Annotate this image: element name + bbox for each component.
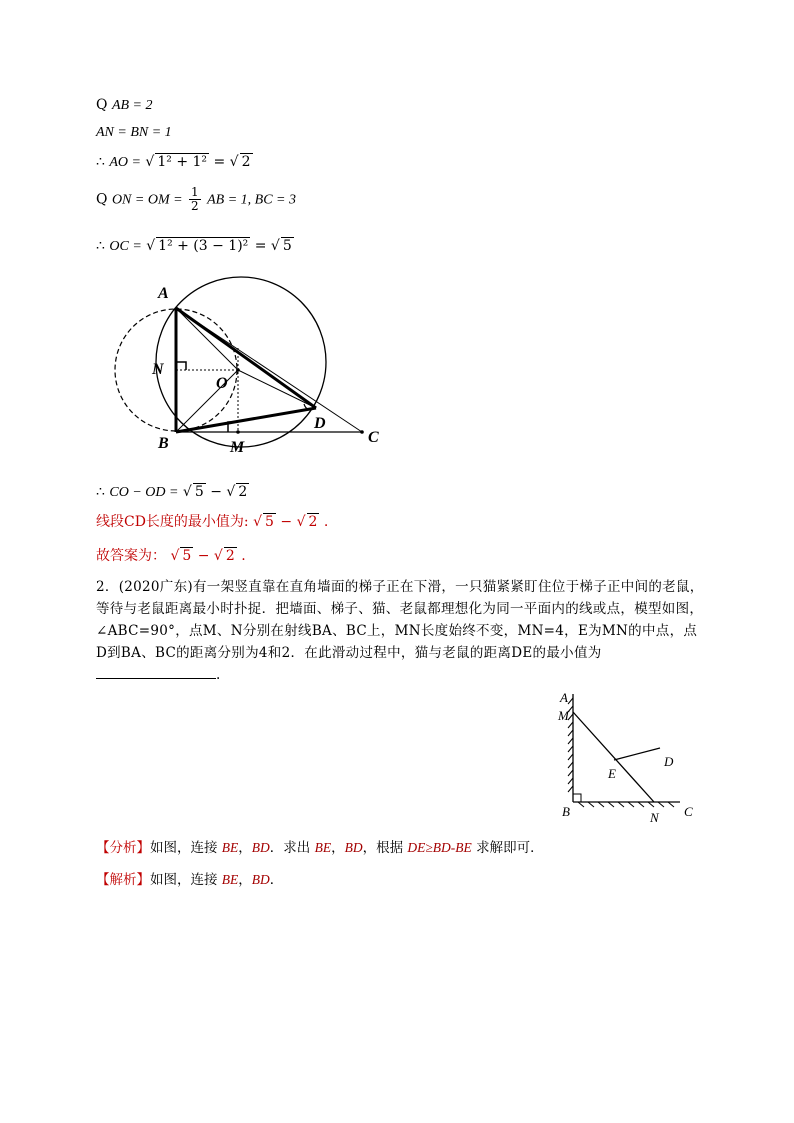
analysis-tag: 【分析】 [96,840,150,856]
radicand: 2 [308,514,318,530]
seg-be: BE [221,840,239,855]
equals: = [213,154,226,170]
step-an-bn [96,122,172,143]
period: . [323,514,329,530]
period: . [216,667,221,683]
separator: ， [238,872,252,888]
label-e: E [608,766,616,781]
therefore-symbol: ∴ [96,484,105,500]
period: ． [269,872,284,888]
floor-hatching [578,802,674,807]
label-o: O [216,375,228,392]
seg-bd: BD [251,840,270,855]
segment-ad [176,308,316,408]
period: . [241,548,246,564]
lhs: OC = [109,239,142,254]
right-angle-b [573,794,581,802]
separator: ， [331,840,345,856]
minus: − [280,514,293,530]
label-b: B [562,804,570,819]
label-n: N [152,361,164,378]
radicand: 2 [238,484,248,500]
solution-line [96,870,283,890]
numerator: 1 [191,185,199,199]
label-d: D [314,415,326,432]
radicand: 1² + 1² [157,154,208,170]
ladder-figure [550,688,710,828]
seg-be: BE [221,872,239,887]
analysis-text: 如图，连接 [150,840,222,856]
conclusion-line: 线段CD长度的最小值为: √ 5 − √ 2 . [96,514,329,530]
lhs: AO = [109,155,141,170]
step-oc: ∴ OC = √ 1² + (3 − 1)² = √ 5 [96,238,292,254]
label-m: M [558,708,569,723]
seg-bd: BD [251,872,270,887]
conclusion-text: 线段CD长度的最小值为: [96,514,249,530]
segment-ed [614,748,660,760]
radicand: 2 [241,154,251,170]
problem-2 [96,576,706,686]
minus: − [210,484,222,500]
point-c [360,430,364,434]
ladder-mn [573,712,654,802]
fraction-half [189,186,201,213]
answer-line: 故答案为： √ 5 − √ 2 . [96,548,246,564]
label-b: B [158,435,169,452]
step-on-om [96,186,296,213]
analysis-line [96,838,544,858]
radicand: 2 [225,548,235,564]
answer-label: 故答案为： [96,548,166,564]
seg-bd: BD [344,840,363,855]
radicand: 5 [194,484,204,500]
segment-ac [176,308,362,432]
solution-text: 如图，连接 [150,872,222,888]
step-text: AB = 2 [111,98,153,113]
radicand: 1² + (3 − 1)² [158,238,249,254]
q-symbol: Q [96,191,108,208]
analysis-text: 求解即可． [471,840,544,856]
label-d: D [664,754,674,769]
step-co-od: ∴ CO − OD = √ 5 − √ 2 [96,484,248,500]
equals: = [254,238,267,254]
lhs: CO − OD = [109,485,179,500]
radicand: 5 [265,514,274,530]
seg-be: BE [314,840,332,855]
analysis-text: ，根据 [362,840,408,856]
label-c: C [368,429,379,446]
label-c: C [684,804,693,819]
segment-ao [176,308,238,370]
therefore-symbol: ∴ [96,154,105,170]
radicand: 5 [182,548,192,564]
analysis-text: ．求出 [269,840,315,856]
label-a: A [560,690,568,705]
label-a: A [158,285,169,302]
therefore-symbol: ∴ [96,238,105,254]
step-text: AN = BN = 1 [96,125,172,140]
geometry-figure-1 [100,270,400,470]
q-symbol: Q [96,97,108,113]
denominator: 2 [191,199,199,213]
rhs: AB = 1, BC = 3 [207,192,296,208]
label-m: M [230,439,245,456]
minus: − [197,548,210,564]
solution-tag: 【解析】 [96,872,150,888]
label-n: N [650,810,659,825]
problem-text: 2．(2020广东)有一架竖直靠在直角墙面的梯子正在下滑，一只猫紧紧盯住位于梯子正中间的老鼠，等待与老鼠距离最小时扑捉．把墙面、梯子、猫、老鼠都理想化为同一平面内的线或点，模型如图，∠ABC=90°，点M、N分别在射线BA、BC上，MN长度始终不变，MN=4，E为MN的中点，点D到BA、BC的距离分别为4和2．在此滑动过程中，猫与老鼠的距离DE的最小值为 [96,579,704,661]
step-ab-equals-2 [96,95,153,116]
radicand: 5 [282,238,292,254]
lhs: ON = OM = [111,192,183,208]
point-o [236,368,240,372]
separator: ， [238,840,252,856]
point-m [236,430,240,434]
answer-blank [96,664,216,679]
inequality: DE≥BD-BE [407,840,472,855]
step-ao: ∴ AO = √ 1² + 1² = √ 2 [96,154,251,170]
